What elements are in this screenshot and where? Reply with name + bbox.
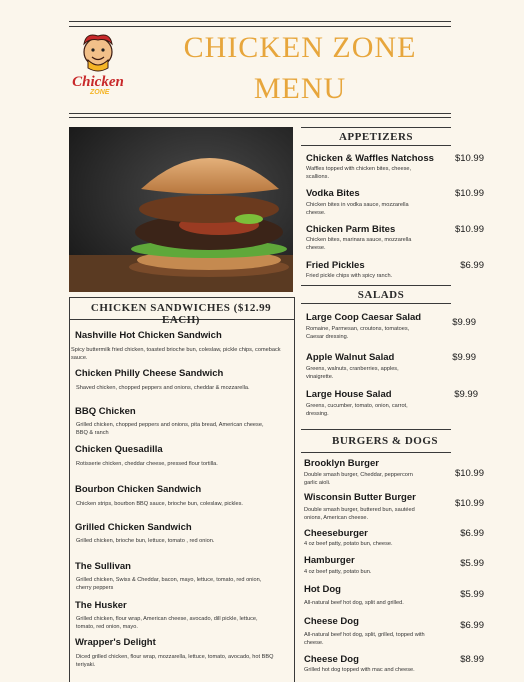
menu-item-desc: 4 oz beef patty, potato bun. — [304, 569, 372, 575]
salads-rule-bottom — [301, 303, 451, 304]
menu-item-name: Chicken Quesadilla — [75, 444, 163, 455]
page-title-line1: CHICKEN ZONE — [183, 31, 417, 64]
menu-item-desc: Diced grilled chicken, flour wrap, mozzarella, lettuce, tomato, avocado, hot BBQ teriyaki. — [76, 654, 274, 668]
menu-item-desc: Spicy buttermilk fried chicken, toasted brioche bun, coleslaw, pickle chips, comeback sauce. — [71, 347, 281, 361]
menu-item-desc: Double smash burger, buttered bun, sautéed onions, American cheese. — [304, 507, 415, 521]
menu-item-desc: Grilled chicken, chopped peppers and onions, pita bread, American cheese, BBQ & ranch — [76, 422, 264, 436]
menu-item-price: $10.99 — [454, 224, 484, 235]
menu-item-desc: 4 oz beef patty, potato bun, cheese. — [304, 541, 393, 547]
menu-item-name: BBQ Chicken — [75, 406, 136, 417]
menu-item-desc: Chicken bites, marinara sauce, mozzarella cheese. — [306, 237, 412, 251]
salads-rule-top — [301, 285, 451, 286]
menu-item-price: $6.99 — [460, 620, 484, 631]
menu-item-name: Apple Walnut Salad — [306, 352, 395, 363]
appetizers-rule-bottom — [301, 145, 451, 146]
burgers-heading: BURGERS & DOGS — [331, 435, 439, 447]
menu-item-price: $10.99 — [454, 468, 484, 479]
menu-item-desc: All-natural beef hot dog, split and grilled. — [304, 600, 404, 606]
chicken-zone-logo — [66, 30, 130, 98]
menu-item-name: Fried Pickles — [306, 260, 365, 271]
menu-item-price: $6.99 — [460, 528, 484, 539]
menu-item-desc: Grilled chicken, brioche bun, lettuce, tomato , red onion. — [76, 538, 215, 544]
appetizers-rule-top — [301, 127, 451, 128]
menu-item-price: $10.99 — [454, 498, 484, 509]
menu-item-desc: Waffles topped with chicken bites, cheese, scallions. — [306, 166, 412, 180]
salads-heading: SALADS — [357, 289, 405, 301]
menu-item-name: Chicken & Waffles Natchoss — [306, 153, 434, 164]
menu-item-name: The Husker — [75, 600, 127, 611]
menu-item-name: Cheese Dog — [304, 616, 359, 627]
menu-item-price: $9.99 — [452, 352, 476, 363]
header-rule-2 — [69, 117, 451, 118]
menu-item-price: $5.99 — [460, 589, 484, 600]
menu-item-price: $6.99 — [460, 260, 484, 271]
burgers-rule-top — [301, 429, 451, 430]
menu-item-desc: Chicken bites in vodka sauce, mozzarella cheese. — [306, 202, 409, 216]
menu-item-desc: Grilled chicken, Swiss & Cheddar, bacon, mayo, lettuce, tomato, red onion, cherry peppers — [76, 577, 262, 591]
top-rule — [69, 21, 451, 22]
menu-item-name: Chicken Philly Cheese Sandwich — [75, 368, 224, 379]
menu-item-desc: Greens, walnuts, cranberries, apples, vinaigrette. — [306, 366, 399, 380]
menu-item-name: The Sullivan — [75, 561, 131, 572]
menu-item-price: $8.99 — [460, 654, 484, 665]
menu-item-name: Cheese Dog — [304, 654, 359, 665]
menu-item-desc: Grilled chicken, flour wrap, American cheese, avocado, dill pickle, lettuce, tomato, red onion, mayo. — [76, 616, 258, 630]
chicken-sandwiches-heading: CHICKEN SANDWICHES ($12.99 EACH) — [90, 302, 272, 326]
menu-item-desc: Greens, cucumber, tomato, onion, carrot, dressing. — [306, 403, 408, 417]
menu-item-price: $9.99 — [452, 317, 476, 328]
menu-item-name: Wisconsin Butter Burger — [304, 492, 416, 503]
menu-item-desc: Shaved chicken, chopped peppers and onions, cheddar & mozzarella. — [76, 385, 250, 391]
menu-item-name: Large Coop Caesar Salad — [306, 312, 422, 323]
menu-item-name: Wrapper's Delight — [75, 637, 156, 648]
menu-item-desc: Grilled hot dog topped with mac and cheese. — [304, 667, 415, 673]
logo-text-chicken: Chicken — [72, 74, 124, 90]
burger-photo — [69, 127, 293, 292]
menu-item-name: Vodka Bites — [306, 188, 360, 199]
menu-item-desc: Romaine, Parmesan, croutons, tomatoes, Caesar dressing. — [306, 326, 410, 340]
menu-item-desc: Chicken strips, bourbon BBQ sauce, brioche bun, coleslaw, pickles. — [76, 501, 243, 507]
page-title-line2: MENU — [253, 72, 347, 105]
menu-item-name: Large House Salad — [306, 389, 392, 400]
top-rule-2 — [69, 26, 451, 27]
menu-item-desc: Double smash burger, Cheddar, peppercorn garlic aioli. — [304, 472, 413, 486]
logo-text-zone: ZONE — [90, 89, 110, 96]
burgers-rule-bottom — [301, 452, 451, 453]
menu-item-desc: Fried pickle chips with spicy ranch. — [306, 273, 393, 279]
menu-item-name: Cheeseburger — [304, 528, 368, 539]
header-rule — [69, 113, 451, 114]
menu-item-name: Chicken Parm Bites — [306, 224, 396, 235]
menu-item-name: Bourbon Chicken Sandwich — [75, 484, 202, 495]
appetizers-heading: APPETIZERS — [338, 131, 414, 143]
menu-item-name: Hot Dog — [304, 584, 341, 595]
menu-item-price: $9.99 — [454, 389, 478, 400]
menu-item-price: $10.99 — [454, 153, 484, 164]
menu-item-name: Brooklyn Burger — [304, 458, 379, 469]
menu-item-desc: All-natural beef hot dog, split, grilled, topped with cheese. — [304, 632, 425, 646]
menu-item-price: $5.99 — [460, 558, 484, 569]
menu-item-name: Nashville Hot Chicken Sandwich — [75, 330, 222, 341]
menu-item-name: Hamburger — [304, 555, 355, 566]
menu-item-name: Grilled Chicken Sandwich — [75, 522, 192, 533]
menu-item-price: $10.99 — [454, 188, 484, 199]
menu-item-desc: Rotisserie chicken, cheddar cheese, pressed flour tortilla. — [76, 461, 218, 467]
